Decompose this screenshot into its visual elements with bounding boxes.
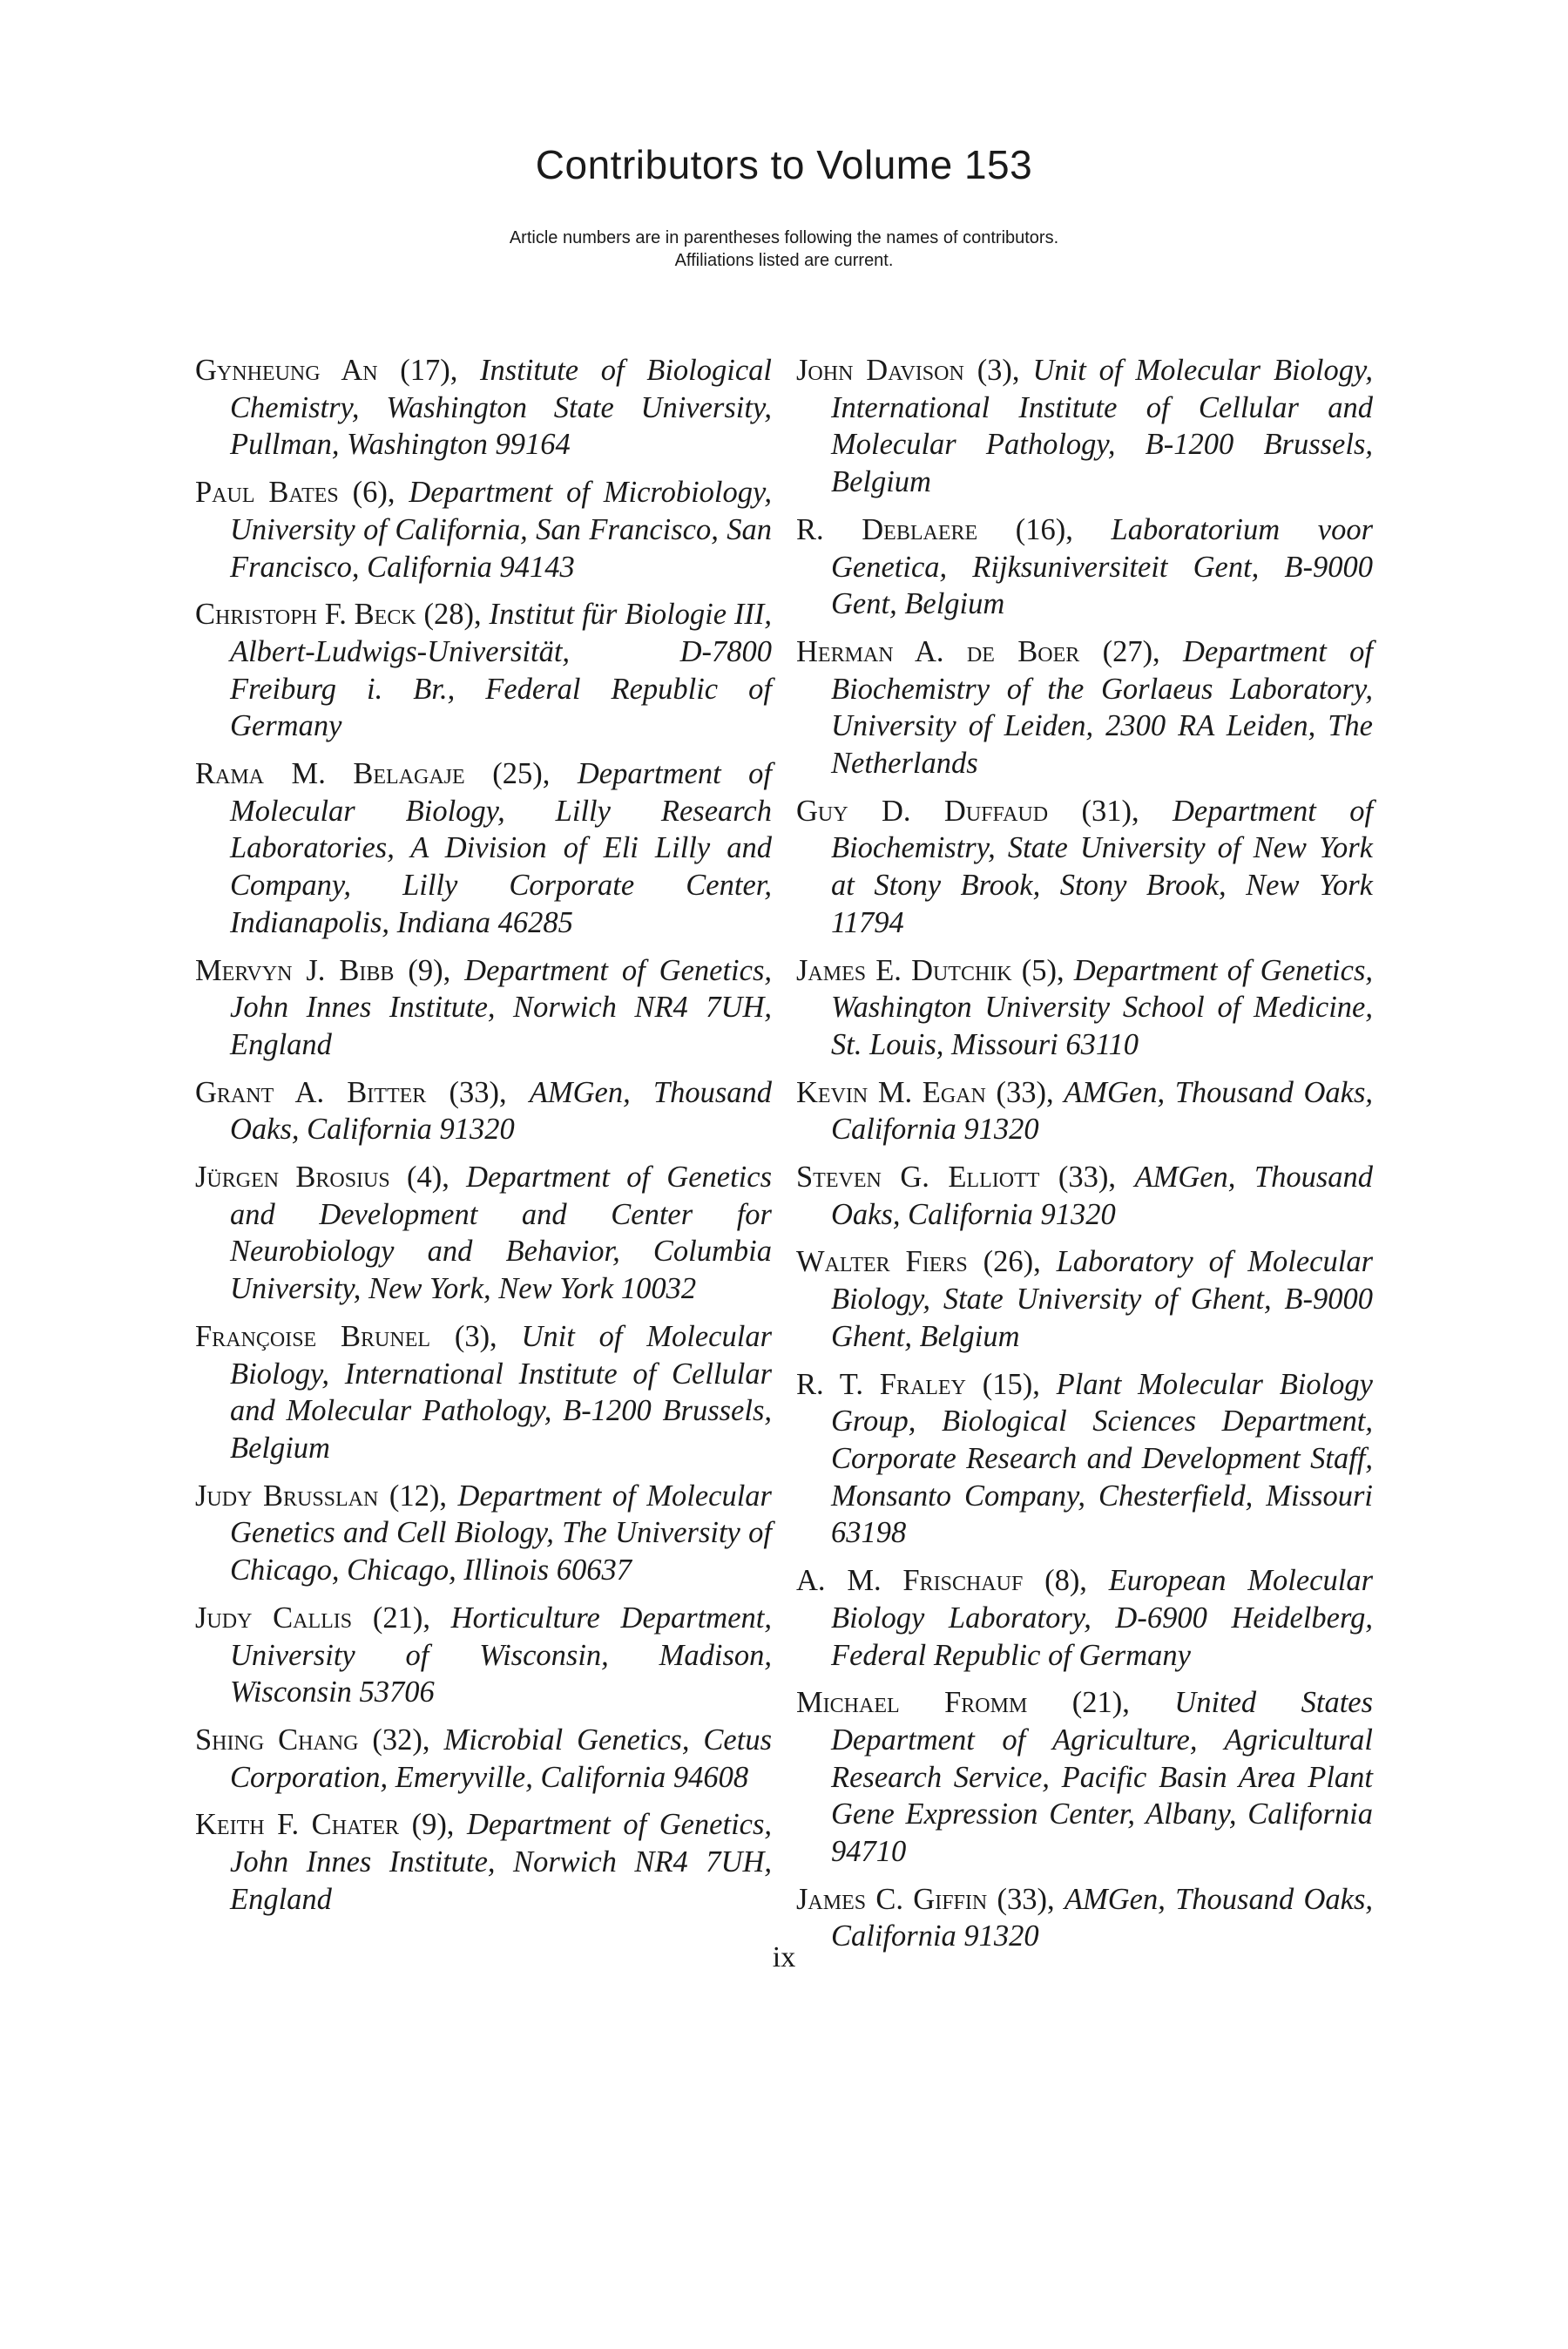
article-number: (21), bbox=[372, 1601, 430, 1635]
contributor-name: R. T. Fraley bbox=[796, 1367, 966, 1401]
contributor-name: Gynheung An bbox=[195, 354, 378, 387]
contributor-affiliation: Unit of Molecular Biology, International Institute of Cellular and Molecular Pathology, B-1200 Brussels, Belgium bbox=[230, 1319, 772, 1465]
article-number: (31), bbox=[1081, 794, 1139, 828]
contributor-affiliation: Horticulture Department, University of Wisconsin, Madison, Wisconsin 53706 bbox=[230, 1601, 772, 1709]
contributor-entry bbox=[796, 633, 1373, 782]
article-number: (28), bbox=[423, 598, 482, 632]
contributor-entry bbox=[796, 1366, 1373, 1553]
article-number: (9), bbox=[411, 1808, 455, 1842]
contributor-name: Herman A. de Boer bbox=[796, 634, 1080, 668]
article-number: (5), bbox=[1021, 953, 1064, 987]
contributor-entry bbox=[195, 952, 772, 1064]
article-number: (4), bbox=[407, 1161, 449, 1195]
contributor-name: Michael Fromm bbox=[796, 1686, 1028, 1720]
article-number: (33), bbox=[449, 1075, 507, 1109]
contributor-name: Françoise Brunel bbox=[195, 1319, 431, 1353]
contributor-entry bbox=[195, 1600, 772, 1711]
contributor-name: Judy Callis bbox=[195, 1601, 353, 1635]
contributor-entry bbox=[796, 952, 1373, 1064]
contributor-affiliation: Microbial Genetics, Cetus Corporation, Emeryville, California 94608 bbox=[230, 1723, 772, 1794]
contributor-affiliation: Plant Molecular Biology Group, Biological Sciences Department, Corporate Research and Development Staff, Monsanto Company, Chesterfield, Missouri 63198 bbox=[831, 1367, 1373, 1550]
contributor-name: Christoph F. Beck bbox=[195, 598, 416, 632]
page-title: Contributors to Volume 153 bbox=[535, 142, 1033, 187]
contributor-affiliation: Department of Genetics, Washington University School of Medicine, St. Louis, Missouri 63110 bbox=[831, 953, 1374, 1061]
contributor-name: Kevin M. Egan bbox=[796, 1075, 986, 1109]
contributor-entry bbox=[195, 1806, 772, 1918]
article-number: (6), bbox=[352, 476, 395, 510]
contributor-name: Judy Brusslan bbox=[195, 1479, 379, 1513]
contributor-affiliation: AMGen, Thousand Oaks, California 91320 bbox=[831, 1882, 1374, 1953]
article-number: (33), bbox=[997, 1882, 1055, 1916]
article-number: (21), bbox=[1071, 1686, 1130, 1720]
contributor-affiliation: Department of Genetics, John Innes Institute, Norwich NR4 7UH, England bbox=[230, 953, 773, 1061]
subtitle-line: Article numbers are in parentheses following the names of contributors. bbox=[509, 228, 1059, 247]
contributor-entry bbox=[195, 1722, 772, 1796]
contributor-name: James E. Dutchik bbox=[796, 953, 1012, 987]
subtitle-line: Affiliations listed are current. bbox=[674, 251, 894, 270]
article-number: (27), bbox=[1102, 634, 1160, 668]
contributor-affiliation: United States Department of Agriculture, Agricultural Research Service, Pacific Basin Area Plant Gene Expression Center, Albany, California 94710 bbox=[831, 1686, 1374, 1869]
contributor-name: Rama M. Belagaje bbox=[195, 757, 465, 791]
contributor-name: Guy D. Duffaud bbox=[796, 794, 1049, 828]
contributor-entry bbox=[796, 352, 1373, 501]
article-number: (33), bbox=[1058, 1161, 1116, 1195]
contributor-name: Mervyn J. Bibb bbox=[195, 953, 395, 987]
contributor-name: Grant A. Bitter bbox=[195, 1075, 427, 1109]
contributor-affiliation: Institute of Biological Chemistry, Washington State University, Pullman, Washington 99164 bbox=[230, 354, 772, 462]
contributor-affiliation: European Molecular Biology Laboratory, D-6900 Heidelberg, Federal Republic of Germany bbox=[831, 1564, 1373, 1672]
contributor-affiliation: Department of Microbiology, University of California, San Francisco, San Francisco, California 94143 bbox=[230, 476, 773, 584]
contributor-entry bbox=[796, 1243, 1373, 1355]
contributor-entry bbox=[195, 596, 772, 745]
article-number: (17), bbox=[400, 354, 458, 387]
article-number: (12), bbox=[389, 1479, 447, 1513]
article-number: (26), bbox=[983, 1245, 1041, 1279]
contributor-name: Steven G. Elliott bbox=[796, 1161, 1040, 1195]
contributor-entry bbox=[796, 511, 1373, 623]
contributor-name: Walter Fiers bbox=[796, 1245, 968, 1279]
contributor-entry bbox=[195, 1159, 772, 1308]
contributor-affiliation: Department of Biochemistry of the Gorlaeus Laboratory, University of Leiden, 2300 RA Leiden, The Netherlands bbox=[831, 634, 1374, 781]
contributor-affiliation: Department of Molecular Genetics and Cell Biology, The University of Chicago, Chicago, Illinois 60637 bbox=[230, 1479, 772, 1587]
contributors-column-left bbox=[195, 352, 772, 1928]
contributor-affiliation: AMGen, Thousand Oaks, California 91320 bbox=[831, 1075, 1373, 1147]
contributor-entry bbox=[195, 474, 772, 586]
contributor-affiliation: Laboratorium voor Genetica, Rijksuniversiteit Gent, B-9000 Gent, Belgium bbox=[831, 512, 1374, 621]
contributor-name: James C. Giffin bbox=[796, 1882, 988, 1916]
article-number: (15), bbox=[982, 1367, 1040, 1401]
contributor-entry bbox=[796, 1684, 1373, 1871]
contributor-name: A. M. Frischauf bbox=[796, 1564, 1024, 1598]
contributor-affiliation: AMGen, Thousand Oaks, California 91320 bbox=[230, 1075, 773, 1147]
contributor-name: R. Deblaere bbox=[796, 512, 978, 546]
contributor-name: Keith F. Chater bbox=[195, 1808, 400, 1842]
contributor-entry bbox=[796, 1074, 1373, 1148]
contributor-name: John Davison bbox=[796, 354, 964, 387]
contributor-entry bbox=[195, 1318, 772, 1467]
article-number: (8), bbox=[1044, 1564, 1087, 1598]
article-number: (3), bbox=[454, 1319, 497, 1353]
contributor-affiliation: Laboratory of Molecular Biology, State University of Ghent, B-9000 Ghent, Belgium bbox=[831, 1245, 1374, 1353]
contributor-entry bbox=[195, 352, 772, 464]
article-number: (3), bbox=[977, 354, 1020, 387]
contributor-affiliation: Institut für Biologie III, Albert-Ludwigs-Universität, D-7800 Freiburg i. Br., Federal Republic of Germany bbox=[230, 598, 772, 743]
contributor-entry bbox=[796, 793, 1373, 942]
contributor-entry bbox=[796, 1159, 1373, 1233]
contributors-column-right bbox=[796, 352, 1373, 1966]
article-number: (16), bbox=[1015, 512, 1073, 546]
article-number: (32), bbox=[372, 1723, 430, 1757]
contributor-entry bbox=[796, 1562, 1373, 1674]
page-number: ix bbox=[772, 1941, 796, 1973]
contributor-entry bbox=[195, 755, 772, 942]
contributor-affiliation: AMGen, Thousand Oaks, California 91320 bbox=[831, 1161, 1374, 1231]
article-number: (25), bbox=[492, 757, 551, 791]
contributor-affiliation: Department of Genetics, John Innes Institute, Norwich NR4 7UH, England bbox=[230, 1808, 773, 1916]
contributor-affiliation: Department of Genetics and Development and Center for Neurobiology and Behavior, Columbia University, New York, New York 10032 bbox=[230, 1161, 772, 1306]
contributor-affiliation: Unit of Molecular Biology, International Institute of Cellular and Molecular Pathology, B-1200 Brussels, Belgium bbox=[831, 354, 1373, 499]
contributor-entry bbox=[195, 1074, 772, 1148]
page-subtitle bbox=[0, 227, 1568, 272]
contributor-name: Shing Chang bbox=[195, 1723, 359, 1757]
article-number: (9), bbox=[408, 953, 451, 987]
contributor-name: Jürgen Brosius bbox=[195, 1161, 390, 1195]
contributor-entry bbox=[195, 1478, 772, 1589]
contributor-name: Paul Bates bbox=[195, 476, 339, 510]
contributor-affiliation: Department of Biochemistry, State University of New York at Stony Brook, Stony Brook, New York 11794 bbox=[831, 794, 1374, 939]
contributor-affiliation: Department of Molecular Biology, Lilly Research Laboratories, A Division of Eli Lilly and Company, Lilly Corporate Center, Indianapolis, Indiana 46285 bbox=[230, 757, 773, 939]
article-number: (33), bbox=[996, 1075, 1054, 1109]
